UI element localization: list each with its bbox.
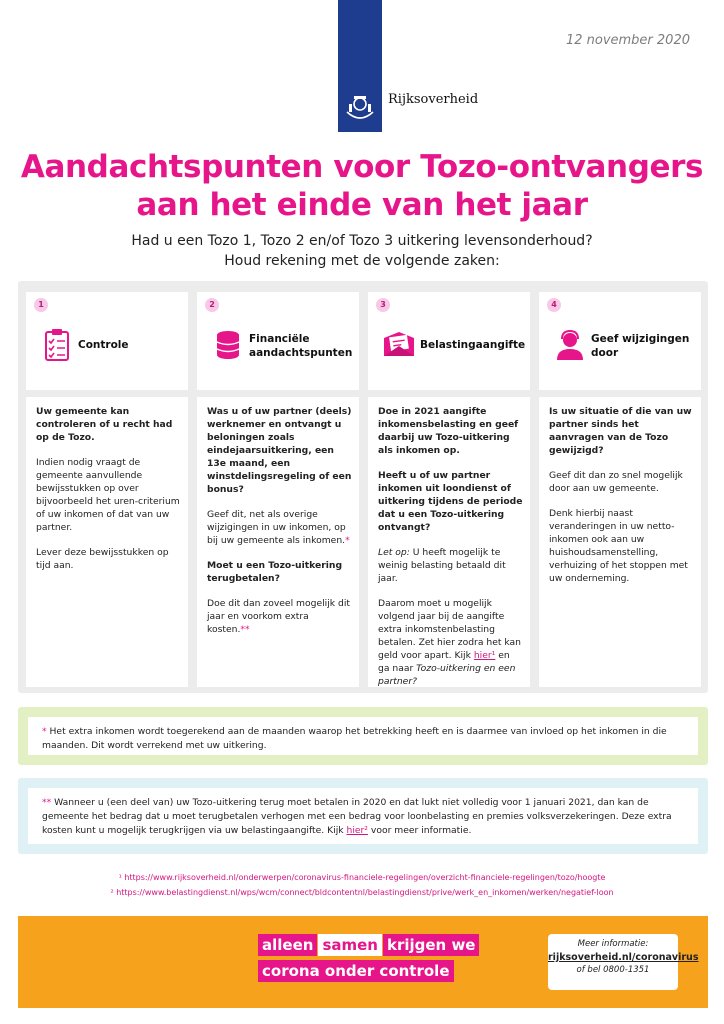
title-line-1: Aandachtspunten voor Tozo-ontvangers xyxy=(20,149,704,185)
coin-stack-icon xyxy=(211,328,245,362)
card-title: Financiële aandachtspunten xyxy=(249,333,353,359)
note-text-span: voor meer informatie. xyxy=(370,825,472,836)
hier-link-2[interactable]: hier² xyxy=(346,825,368,836)
slogan xyxy=(258,934,498,986)
card-3-header xyxy=(368,292,530,390)
card-text: Geef dit dan zo snel mogelijk door aan uw gemeente. xyxy=(549,470,683,494)
logo-text: Rijksoverheid xyxy=(388,92,479,107)
card-text: Doe in 2021 aangifte inkomensbelasting en geef daarbij uw Tozo-uitkering als inkomen op. xyxy=(378,406,519,456)
note-text xyxy=(42,796,686,838)
card-text xyxy=(378,597,524,688)
card-text-span: Daarom moet u mogelijk volgend jaar bij de aangifte extra inkomstenbelasting betalen. Zet hier zodra het kan geld voor apart. Kijk xyxy=(378,598,521,661)
card-text: Indien nodig vraagt de gemeente aanvullende bewijsstukken op over bijvoorbeeld het uren-criterium of uw inkomen of dat van uw partner. xyxy=(36,457,180,533)
card-text: Uw gemeente kan controleren of u recht had op de Tozo. xyxy=(36,406,173,443)
card-text xyxy=(378,546,524,585)
info-url-link[interactable]: rijksoverheid.nl/coronavirus xyxy=(548,952,699,963)
card-number-badge: 1 xyxy=(34,298,48,312)
card-3-body xyxy=(368,397,530,687)
envelope-form-icon xyxy=(382,328,416,362)
page-subtitle xyxy=(0,231,724,271)
card-text: Was u of uw partner (deels) werknemer en ontvangt u beloningen zoals eindejaarsuitkering, een 13e maand, een winstdelingsregeling of een bonus? xyxy=(207,406,352,495)
card-text-italic: Tozo-uitkering en een partner? xyxy=(378,663,516,687)
card-text-span: Doe dit dan zoveel mogelijk dit jaar en voorkom extra kosten. xyxy=(207,598,350,635)
note-text-span: Het extra inkomen wordt toegerekend aan de maanden waarop het betrekking heeft en is daarmee van invloed op het inkomen in die maanden. Dit wordt verrekend met uw uitkering. xyxy=(42,726,667,751)
footer-banner xyxy=(18,916,708,1008)
footnote-mark: ** xyxy=(240,624,250,635)
card-text-span: en ga naar xyxy=(378,650,510,674)
slogan-word: alleen xyxy=(258,934,317,956)
card-text xyxy=(207,508,353,547)
card-title: Belastingaangifte xyxy=(420,339,526,351)
crest-icon xyxy=(343,90,377,124)
card-text: Denk hierbij naast veranderingen in uw netto-inkomen ook aan uw huishoudsamenstelling, verhuizing of het stoppen met uw onderneming. xyxy=(549,508,688,584)
card-2-header xyxy=(197,292,359,390)
page-title xyxy=(0,148,724,224)
info-box xyxy=(548,934,699,990)
card-4-header xyxy=(539,292,701,390)
footnote-mark: ** xyxy=(42,797,52,808)
footnote-mark: * xyxy=(345,535,350,546)
footnote-link-1[interactable]: ¹ https://www.rijksoverheid.nl/onderwerpen/coronavirus-financiele-regelingen/overzicht-financiele-regelingen/tozo/hoogte xyxy=(118,873,606,882)
card-1-body xyxy=(26,397,188,687)
clipboard-checklist-icon xyxy=(40,328,74,362)
card-text xyxy=(207,597,353,636)
note-inner xyxy=(28,717,698,755)
card-text: Heeft u of uw partner inkomen uit loondienst of uitkering tijdens de periode dat u een Tozo-uitkering ontvangt? xyxy=(378,470,523,533)
let-op-label: Let op: xyxy=(378,547,410,558)
date: 12 november 2020 xyxy=(565,33,690,48)
card-2-body xyxy=(197,397,359,687)
slogan-word: krijgen we xyxy=(383,934,480,956)
subtitle-line-1: Had u een Tozo 1, Tozo 2 en/of Tozo 3 uitkering levensonderhoud? xyxy=(131,233,593,249)
card-text: Lever deze bewijsstukken op tijd aan. xyxy=(36,547,169,571)
slogan-word: samen xyxy=(318,934,382,956)
footnote-mark: * xyxy=(42,726,47,737)
card-text-span: U heeft mogelijk te weinig belasting betaald dit jaar. xyxy=(378,547,506,584)
subtitle-line-2: Houd rekening met de volgende zaken: xyxy=(224,253,500,269)
info-phone: of bel 0800-1351 xyxy=(576,965,650,975)
card-4-body xyxy=(539,397,701,687)
note-text-span: Wanneer u (een deel van) uw Tozo-uitkering terug moet betalen in 2020 en dat lukt niet volledig voor 1 januari 2021, dan kan de gemeente het bedrag dat u moet terugbetalen verhogen met een bedrag voor loonbelasting en premies volksverzekeringen. Deze extra kosten kunt u mogelijk terugkrijgen via uw belastingaangifte. Kijk xyxy=(42,797,672,836)
hier-link-1[interactable]: hier¹ xyxy=(473,650,496,661)
info-label: Meer informatie: xyxy=(577,939,649,949)
card-1-header xyxy=(26,292,188,390)
note-inner xyxy=(28,788,698,844)
card-title: Controle xyxy=(78,339,129,351)
card-number-badge: 2 xyxy=(205,298,219,312)
card-number-badge: 4 xyxy=(547,298,561,312)
card-text: Is uw situatie of die van uw partner sinds het aanvragen van de Tozo gewijzigd? xyxy=(549,406,692,456)
person-headset-icon xyxy=(553,328,587,362)
slogan-word: corona onder controle xyxy=(258,960,454,982)
note-box-2 xyxy=(18,778,708,854)
title-line-2: aan het einde van het jaar xyxy=(136,187,588,223)
card-text: Moet u een Tozo-uitkering terugbetalen? xyxy=(207,560,343,584)
footnote-link-2[interactable]: ² https://www.belastingdienst.nl/wps/wcm/connect/bldcontentnl/belastingdienst/prive/werk_en_inkomen/werken/negatief-loon xyxy=(110,888,614,897)
card-title: Geef wijzigingen door xyxy=(591,333,690,359)
note-box-1 xyxy=(18,707,708,765)
card-number-badge: 3 xyxy=(376,298,390,312)
footnotes xyxy=(0,870,724,900)
card-text-span: Geef dit, net als overige wijzigingen in uw inkomen, op bij uw gemeente als inkomen. xyxy=(207,509,346,546)
note-text xyxy=(42,725,686,753)
